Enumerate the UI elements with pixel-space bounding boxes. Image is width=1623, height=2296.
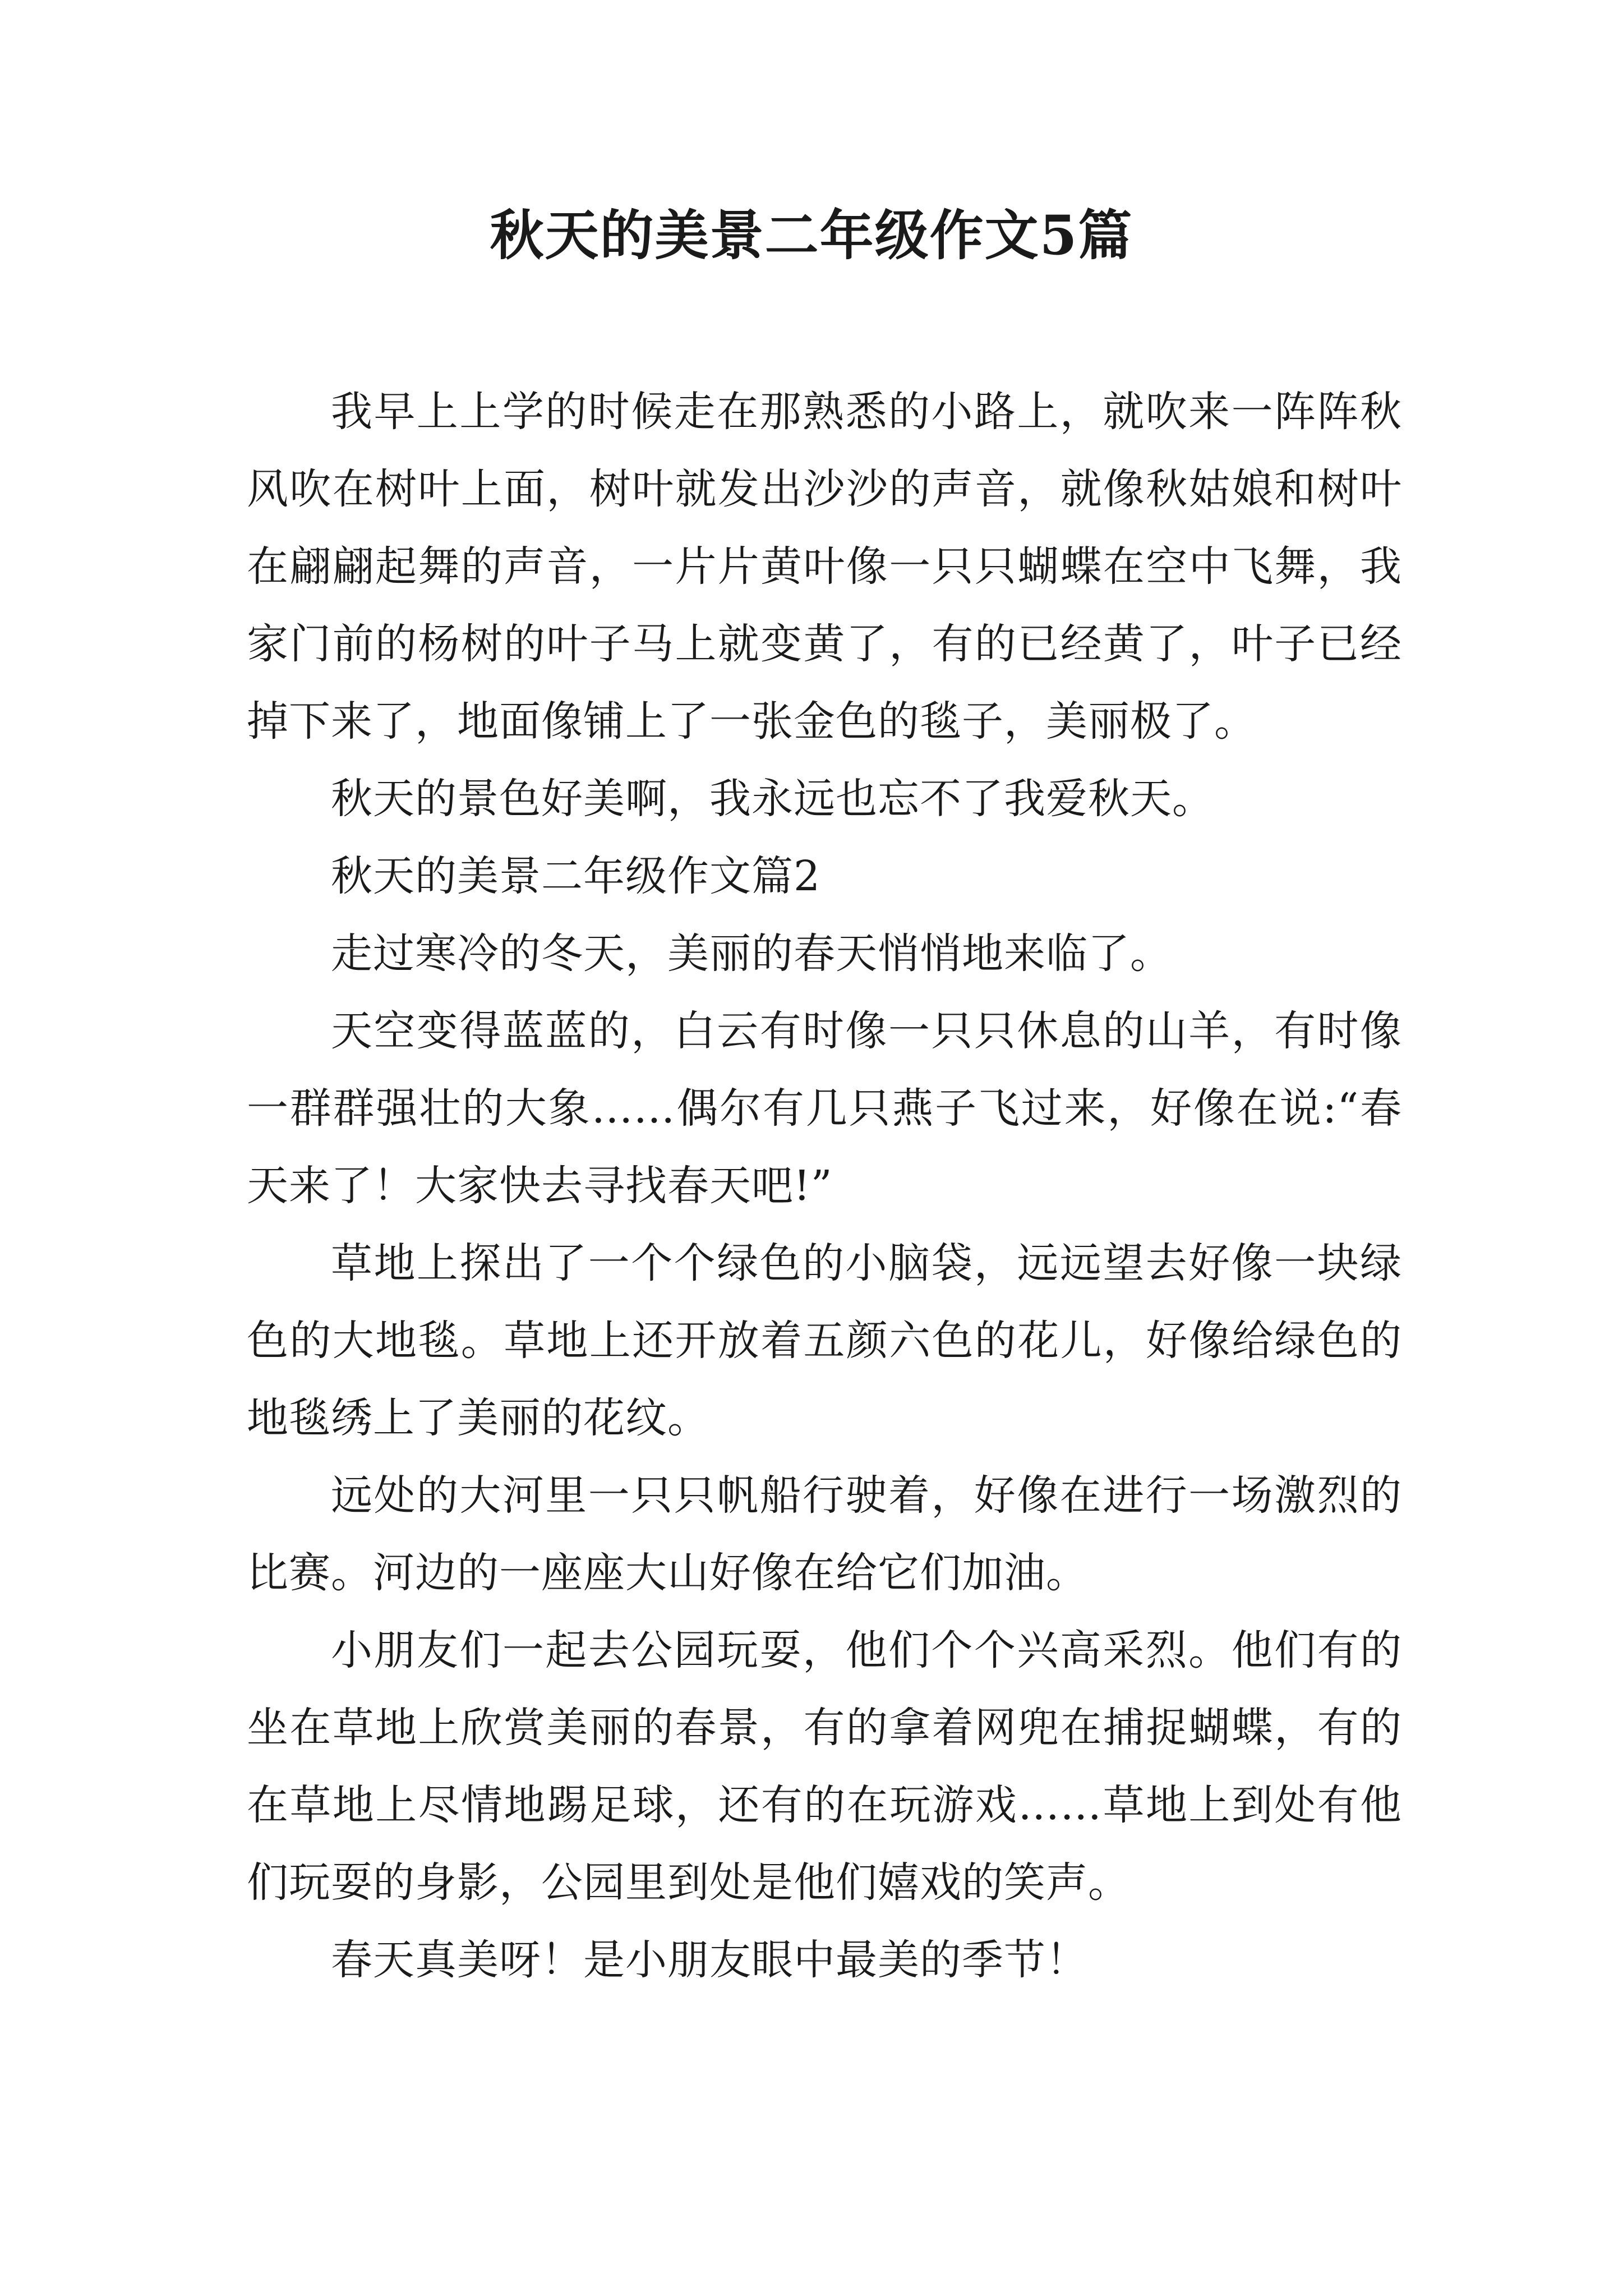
document-body (247, 373, 1402, 1999)
paragraph-3: 走过寒冷的冬天，美丽的春天悄悄地来临了。 (331, 930, 1172, 978)
paragraph-1: 我早上上学的时候走在那熟悉的小路上，就吹来一阵阵秋风吹在树叶上面，树叶就发出沙沙的声音，就像秋姑娘和树叶在翩翩起舞的声音，一片片黄叶像一只只蝴蝶在空中飞舞，我家门前的杨树的叶子马上就变黄了，有的已经黄了，叶子已经掉下来了，地面像铺上了一张金色的毯子，美丽极了。 (247, 388, 1402, 746)
paragraph-8: 春天真美呀！是小朋友眼中最美的季节！ (331, 1936, 1088, 1984)
paragraph-6: 远处的大河里一只只帆船行驶着，好像在进行一场激烈的比赛。河边的一座座大山好像在给它们加油。 (247, 1471, 1402, 1597)
paragraph-5: 草地上探出了一个个绿色的小脑袋，远远望去好像一块绿色的大地毯。草地上还开放着五颜六色的花儿，好像给绿色的地毯绣上了美丽的花纹。 (247, 1239, 1402, 1442)
document-title: 秋天的美景二年级作文5篇 (490, 204, 1133, 267)
section-heading-2: 秋天的美景二年级作文篇2 (331, 852, 821, 900)
paragraph-2: 秋天的景色好美啊，我永远也忘不了我爱秋天。 (331, 775, 1214, 823)
paragraph-4: 天空变得蓝蓝的，白云有时像一只只休息的山羊，有时像一群群强壮的大象……偶尔有几只燕子飞过来，好像在说:“春天来了！大家快去寻找春天吧!” (247, 1007, 1402, 1210)
paragraph-7: 小朋友们一起去公园玩耍，他们个个兴高采烈。他们有的坐在草地上欣赏美丽的春景，有的拿着网兜在捕捉蝴蝶，有的在草地上尽情地踢足球，还有的在玩游戏……草地上到处有他们玩耍的身影，公园里到处是他们嬉戏的笑声。 (247, 1626, 1402, 1907)
